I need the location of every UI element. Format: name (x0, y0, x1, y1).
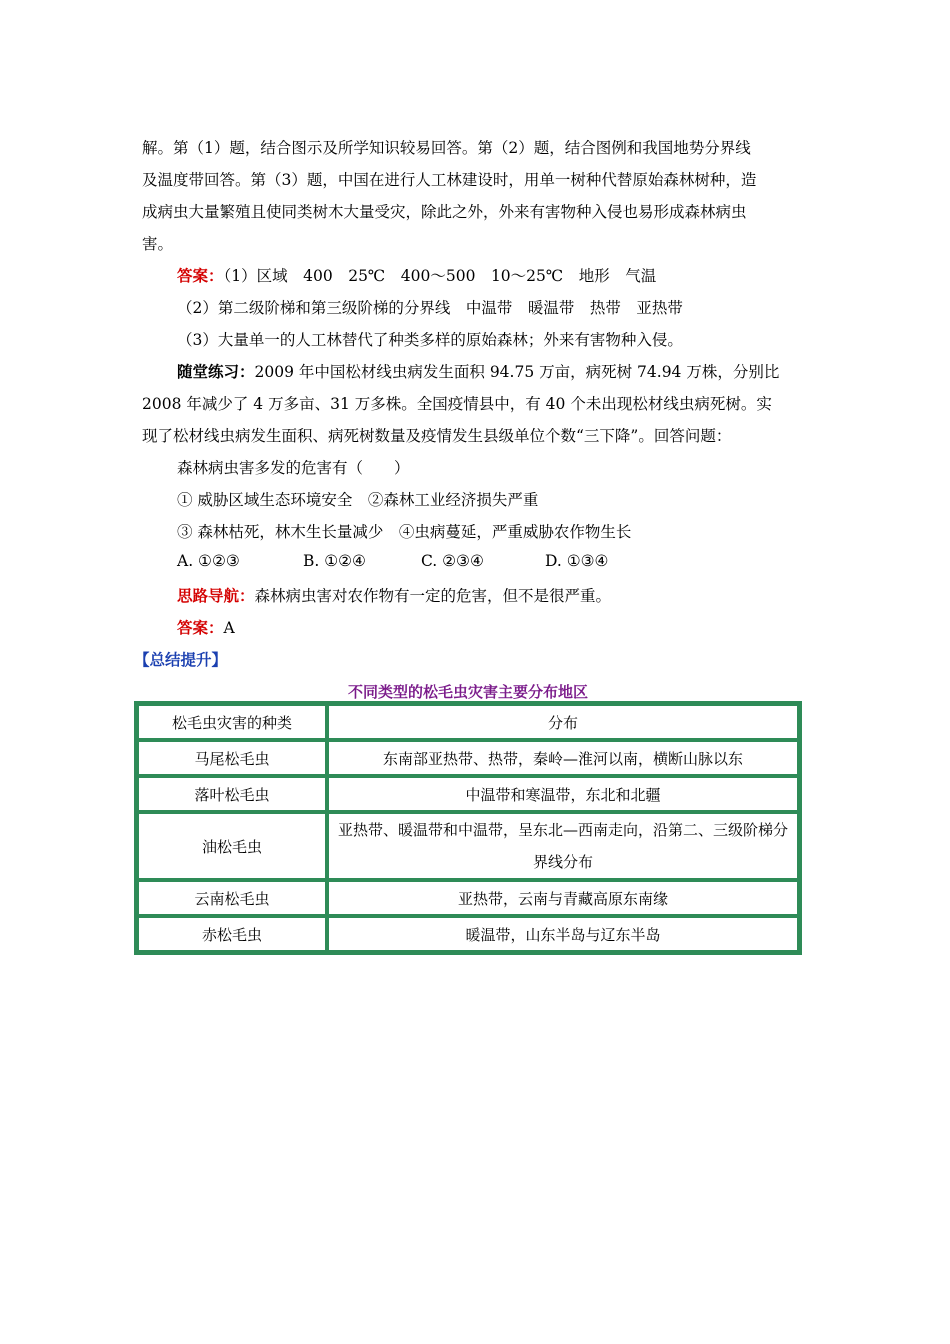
table-title: 不同类型的松毛虫灾害主要分布地区 (347, 683, 588, 701)
question-items-3-4: ③ 森林枯死，林木生长量减少 ④虫病蔓延，严重威胁农作物生长 (177, 523, 632, 541)
option-a: A. ①②③ (177, 552, 240, 570)
answer-line-1 (177, 264, 656, 286)
practice-label: 随堂练习： (177, 363, 255, 381)
practice-line-2: 2008 年减少了 4 万多亩、31 万多株。全国疫情县中，有 40 个未出现松材线虫病死树。实 (142, 395, 772, 413)
table-row (137, 916, 799, 952)
answer-line-2: （2）第二级阶梯和第三级阶梯的分界线 中温带 暖温带 热带 亚热带 (177, 299, 683, 317)
intro-line: 成病虫大量繁殖且使同类树木大量受灾，除此之外，外来有害物种入侵也易形成森林病虫 (142, 203, 747, 221)
answer-text: （1）区域 400 25℃ 400～500 10～25℃ 地形 气温 (223, 267, 657, 285)
option-b: B. ①②④ (303, 552, 366, 570)
table-cell-type: 赤松毛虫 (137, 916, 327, 952)
answer-options (177, 552, 608, 570)
answer-label: 答案： (177, 267, 224, 285)
intro-line: 害。 (142, 235, 174, 253)
table-row (137, 776, 799, 812)
table-cell-type: 云南松毛虫 (137, 880, 327, 916)
answer-line-3: （3）大量单一的人工林替代了种类多样的原始森林；外来有害物种入侵。 (177, 331, 683, 349)
practice-text: 2009 年中国松材线虫病发生面积 94.75 万亩，病死树 74.94 万株，分别比 (254, 363, 780, 381)
practice-line-3: 现了松材线虫病发生面积、病死树数量及疫情发生县级单位个数“三下降”。回答问题： (142, 427, 732, 445)
table-cell-distribution: 暖温带，山东半岛与辽东半岛 (327, 916, 799, 952)
table-header-cell: 分布 (327, 704, 799, 740)
answer-label: 答案： (177, 619, 224, 637)
option-c: C. ②③④ (421, 552, 484, 570)
intro-line: 解。第（1）题，结合图示及所学知识较易回答。第（2）题，结合图例和我国地势分界线 (142, 139, 751, 157)
question-items-1-2: ① 威胁区域生态环境安全 ②森林工业经济损失严重 (177, 491, 539, 509)
table-cell-type: 落叶松毛虫 (137, 776, 327, 812)
table-cell-type: 马尾松毛虫 (137, 740, 327, 776)
hint-text: 森林病虫害对农作物有一定的危害，但不是很严重。 (254, 587, 612, 605)
table-row (137, 880, 799, 916)
answer-value: A (223, 619, 235, 637)
table-row (137, 812, 799, 880)
table-cell-type: 油松毛虫 (137, 812, 327, 880)
table-cell-distribution: 亚热带，云南与青藏高原东南缘 (327, 880, 799, 916)
summary-heading: 【总结提升】 (134, 651, 228, 669)
hint-line (177, 584, 611, 606)
table-cell-distribution: 亚热带、暖温带和中温带，呈东北—西南走向，沿第二、三级阶梯分界线分布 (327, 812, 799, 880)
table-cell-distribution: 东南部亚热带、热带，秦岭—淮河以南，横断山脉以东 (327, 740, 799, 776)
table-cell-distribution: 中温带和寒温带，东北和北疆 (327, 776, 799, 812)
table-header-row (137, 704, 799, 740)
answer-line (177, 616, 235, 638)
hint-label: 思路导航： (177, 587, 255, 605)
intro-line: 及温度带回答。第（3）题，中国在进行人工林建设时，用单一树种代替原始森林树种，造 (142, 171, 757, 189)
question-stem: 森林病虫害多发的危害有（ ） (177, 459, 410, 477)
option-d: D. ①③④ (545, 552, 609, 570)
distribution-table (134, 701, 802, 955)
table-row (137, 740, 799, 776)
table-header-cell: 松毛虫灾害的种类 (137, 704, 327, 740)
practice-line-1 (177, 360, 779, 382)
